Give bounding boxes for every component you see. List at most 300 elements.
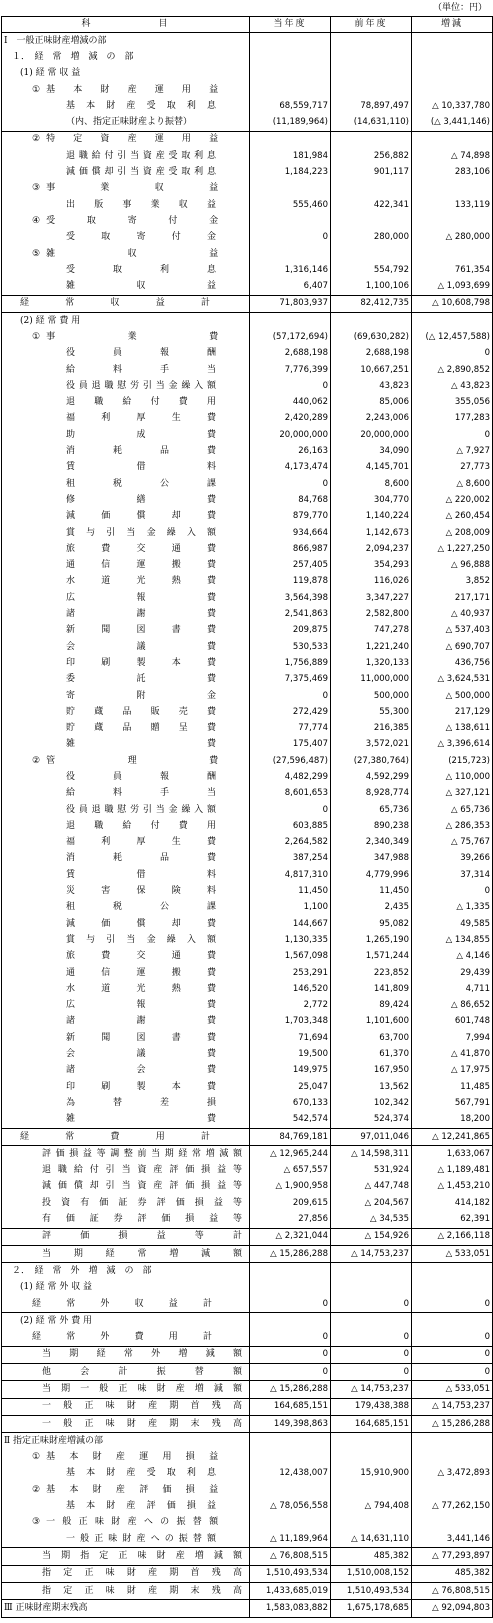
table-row xyxy=(2,114,493,131)
previous-year-value: 4,592,299 xyxy=(331,769,412,785)
previous-year-value: 1,320,133 xyxy=(331,655,412,671)
row-account-name: 新聞図書費 xyxy=(66,1032,216,1043)
row-label xyxy=(2,1346,250,1363)
table-row xyxy=(2,1582,493,1599)
previous-year-value: △ 14,631,110 xyxy=(331,1531,412,1548)
change-value: △ 134,855 xyxy=(412,932,493,948)
table-row xyxy=(2,606,493,622)
row-account-name: 給料手当 xyxy=(66,788,216,799)
previous-year-value: 102,342 xyxy=(331,1095,412,1111)
unit-note: （単位：円） xyxy=(432,3,487,13)
row-label xyxy=(2,1600,250,1617)
previous-year-value: 901,117 xyxy=(331,164,412,180)
row-label xyxy=(2,720,250,736)
current-year-value: 603,885 xyxy=(250,818,331,834)
change-value: △ 8,600 xyxy=(412,476,493,492)
change-value: △ 286,353 xyxy=(412,818,493,834)
current-year-value: (11,189,964) xyxy=(250,114,331,131)
row-account-name: 租税公課 xyxy=(66,478,216,489)
current-year-value: 670,133 xyxy=(250,1095,331,1111)
row-account-name: 水道光熱費 xyxy=(66,576,216,587)
table-row xyxy=(2,704,493,720)
current-year-value: 71,803,937 xyxy=(250,295,331,312)
row-label-text: ② xyxy=(32,134,41,145)
table-row xyxy=(2,688,493,704)
change-value: △ 220,002 xyxy=(412,492,493,508)
row-label xyxy=(2,1228,250,1245)
change-value: △ 96,888 xyxy=(412,558,493,574)
previous-year-value xyxy=(331,82,412,98)
row-label xyxy=(2,541,250,557)
row-account-name: 賃借料 xyxy=(66,462,216,473)
row-label xyxy=(2,164,250,180)
row-account-name: 賃借料 xyxy=(66,869,216,880)
change-value: 0 xyxy=(412,1296,493,1313)
table-row xyxy=(2,574,493,590)
change-value xyxy=(412,1450,493,1466)
row-label xyxy=(2,802,250,818)
table-row xyxy=(2,590,493,606)
row-account-name: 災害保険料 xyxy=(66,886,216,897)
row-account-name: 租税公課 xyxy=(66,902,216,913)
current-year-value: 1,130,335 xyxy=(250,932,331,948)
previous-year-value xyxy=(331,66,412,82)
table-row xyxy=(2,1364,493,1381)
current-year-value xyxy=(250,131,331,148)
change-value: △ 17,975 xyxy=(412,1063,493,1079)
row-label xyxy=(2,769,250,785)
current-year-value: 542,574 xyxy=(250,1112,331,1129)
change-value: (△ 3,441,146) xyxy=(412,114,493,131)
previous-year-value: (27,380,764) xyxy=(331,753,412,769)
row-label xyxy=(2,688,250,704)
previous-year-value: 1,510,008,152 xyxy=(331,1565,412,1582)
table-row xyxy=(2,246,493,262)
row-label xyxy=(2,1245,250,1262)
change-value: △ 1,227,250 xyxy=(412,541,493,557)
current-year-value: 12,438,007 xyxy=(250,1466,331,1482)
previous-year-value: 95,082 xyxy=(331,916,412,932)
current-year-value: 27,856 xyxy=(250,1211,331,1228)
previous-year-value: 2,688,198 xyxy=(331,346,412,362)
change-value: △ 43,823 xyxy=(412,378,493,394)
change-value: △ 75,767 xyxy=(412,835,493,851)
row-account-name: 雑費 xyxy=(66,739,216,750)
current-year-value xyxy=(250,213,331,229)
current-year-value: 68,559,717 xyxy=(250,98,331,114)
previous-year-value: 747,278 xyxy=(331,623,412,639)
row-account-name: 雑収益 xyxy=(66,281,216,292)
previous-year-value: 1,221,240 xyxy=(331,639,412,655)
current-year-value: 144,667 xyxy=(250,916,331,932)
change-value: △ 1,093,699 xyxy=(412,278,493,295)
table-row xyxy=(2,1128,493,1145)
row-label xyxy=(2,525,250,541)
table-row xyxy=(2,655,493,671)
table-row xyxy=(2,1228,493,1245)
change-value: 0 xyxy=(412,346,493,362)
row-label xyxy=(2,362,250,378)
previous-year-value: 500,000 xyxy=(331,688,412,704)
table-row xyxy=(2,981,493,997)
header-previous-year: 前年度 xyxy=(331,17,412,33)
current-year-value: 1,433,685,019 xyxy=(250,1582,331,1599)
table-row xyxy=(2,492,493,508)
table-row xyxy=(2,1433,493,1450)
row-label xyxy=(2,1263,250,1280)
current-year-value: 149,975 xyxy=(250,1063,331,1079)
change-value: 436,756 xyxy=(412,655,493,671)
current-year-value: 164,685,151 xyxy=(250,1398,331,1415)
previous-year-value: 82,412,735 xyxy=(331,295,412,312)
row-label xyxy=(2,704,250,720)
table-row xyxy=(2,476,493,492)
change-value: 11,485 xyxy=(412,1079,493,1095)
row-label xyxy=(2,655,250,671)
table-row xyxy=(2,1450,493,1466)
change-value: △ 12,241,865 xyxy=(412,1128,493,1145)
previous-year-value: 1,571,244 xyxy=(331,949,412,965)
table-row xyxy=(2,1112,493,1129)
row-account-name: 諸会費 xyxy=(66,1065,216,1076)
change-value: 1,633,067 xyxy=(412,1146,493,1163)
previous-year-value: 167,950 xyxy=(331,1063,412,1079)
previous-year-value: 223,852 xyxy=(331,965,412,981)
previous-year-value: 10,667,251 xyxy=(331,362,412,378)
row-account-name: 会議費 xyxy=(66,641,216,652)
change-value xyxy=(412,1280,493,1296)
row-account-name: 基本財産受取利息 xyxy=(66,100,216,111)
table-row xyxy=(2,1030,493,1046)
previous-year-value: 485,382 xyxy=(331,1548,412,1565)
row-label xyxy=(2,329,250,345)
current-year-value: △ 1,900,958 xyxy=(250,1179,331,1195)
row-label xyxy=(2,606,250,622)
current-year-value: 7,375,469 xyxy=(250,672,331,688)
change-value: △ 280,000 xyxy=(412,230,493,246)
current-year-value xyxy=(250,33,331,50)
previous-year-value: 15,910,900 xyxy=(331,1466,412,1482)
row-label-text: Ⅲ 正味財産期末残高 xyxy=(4,1602,88,1613)
table-row xyxy=(2,362,493,378)
change-value: △ 86,652 xyxy=(412,998,493,1014)
table-row xyxy=(2,1211,493,1228)
table-row xyxy=(2,525,493,541)
previous-year-value: 531,924 xyxy=(331,1162,412,1178)
current-year-value: 71,694 xyxy=(250,1030,331,1046)
change-value: △ 14,753,237 xyxy=(412,1398,493,1415)
row-label xyxy=(2,492,250,508)
row-label xyxy=(2,672,250,688)
table-row xyxy=(2,1565,493,1582)
row-account-name: 指定正味財産期首残高 xyxy=(42,1568,242,1579)
previous-year-value: 1,140,224 xyxy=(331,509,412,525)
row-label-text: Ⅱ 指定正味財産増減の部 xyxy=(4,1435,103,1446)
row-account-name: 貯蔵品贈呈費 xyxy=(66,723,216,734)
current-year-value: 2,420,289 xyxy=(250,411,331,427)
row-label xyxy=(2,66,250,82)
table-row xyxy=(2,164,493,180)
current-year-value: 146,520 xyxy=(250,981,331,997)
row-label xyxy=(2,33,250,50)
previous-year-value: 1,510,493,534 xyxy=(331,1582,412,1599)
table-row xyxy=(2,1263,493,1280)
row-account-name: 受取寄付金 xyxy=(46,215,219,226)
change-value: △ 77,262,150 xyxy=(412,1498,493,1514)
row-account-name: 賞与引当金繰入額 xyxy=(66,527,216,538)
current-year-value xyxy=(250,1433,331,1450)
row-label xyxy=(2,1014,250,1030)
change-value: △ 74,898 xyxy=(412,148,493,164)
row-account-name: 委託費 xyxy=(66,674,216,685)
row-account-name: 一般正味財産への振替額 xyxy=(46,1517,219,1528)
current-year-value: 2,264,582 xyxy=(250,835,331,851)
previous-year-value xyxy=(331,181,412,197)
change-value xyxy=(412,246,493,262)
current-year-value: 530,533 xyxy=(250,639,331,655)
table-row xyxy=(2,213,493,229)
table-row xyxy=(2,769,493,785)
table-row xyxy=(2,278,493,295)
row-account-name: 退職給付引当資産受取利息 xyxy=(66,150,216,161)
row-account-name: 経常外収益計 xyxy=(32,1298,212,1309)
row-label xyxy=(2,460,250,476)
header-item: 科 目 xyxy=(2,17,250,33)
previous-year-value: 20,000,000 xyxy=(331,427,412,443)
change-value: △ 92,094,803 xyxy=(412,1600,493,1617)
table-row xyxy=(2,131,493,148)
change-value: △ 76,808,515 xyxy=(412,1582,493,1599)
previous-year-value: 554,792 xyxy=(331,262,412,278)
current-year-value: 0 xyxy=(250,688,331,704)
row-label xyxy=(2,639,250,655)
current-year-value: △ 15,286,288 xyxy=(250,1381,331,1398)
table-row xyxy=(2,818,493,834)
row-label xyxy=(2,98,250,114)
table-row xyxy=(2,33,493,50)
previous-year-value xyxy=(331,1313,412,1330)
row-account-name: 印刷製本費 xyxy=(66,657,216,668)
row-account-name: 助成費 xyxy=(66,429,216,440)
row-account-name: 水道光熱費 xyxy=(66,983,216,994)
row-account-name: 広報費 xyxy=(66,1000,216,1011)
row-label xyxy=(2,1280,250,1296)
row-label-text: ① xyxy=(32,331,41,342)
row-label xyxy=(2,1296,250,1313)
net-assets-statement-table xyxy=(1,16,493,1618)
table-row xyxy=(2,181,493,197)
previous-year-value: 0 xyxy=(331,1346,412,1363)
row-label-text: ② xyxy=(32,1484,41,1495)
previous-year-value xyxy=(331,1450,412,1466)
row-label xyxy=(2,295,250,312)
previous-year-value xyxy=(331,213,412,229)
table-row xyxy=(2,737,493,753)
table-row xyxy=(2,1195,493,1211)
table-row xyxy=(2,883,493,899)
table-row xyxy=(2,949,493,965)
current-year-value: 1,703,348 xyxy=(250,1014,331,1030)
current-year-value xyxy=(250,66,331,82)
current-year-value: 3,564,398 xyxy=(250,590,331,606)
previous-year-value: 1,265,190 xyxy=(331,932,412,948)
change-value: 485,382 xyxy=(412,1565,493,1582)
change-value: 414,182 xyxy=(412,1195,493,1211)
change-value: △ 4,146 xyxy=(412,949,493,965)
table-row xyxy=(2,1296,493,1313)
current-year-value xyxy=(250,181,331,197)
table-row xyxy=(2,49,493,65)
previous-year-value: 2,094,237 xyxy=(331,541,412,557)
table-row xyxy=(2,1548,493,1565)
previous-year-value: 3,572,021 xyxy=(331,737,412,753)
change-value: 27,773 xyxy=(412,460,493,476)
change-value: △ 40,937 xyxy=(412,606,493,622)
table-row xyxy=(2,851,493,867)
row-account-name: 経常費用計 xyxy=(20,1131,210,1142)
previous-year-value xyxy=(331,313,412,330)
row-account-name: 通信運搬費 xyxy=(66,967,216,978)
previous-year-value: 0 xyxy=(331,1364,412,1381)
previous-year-value xyxy=(331,1263,412,1280)
current-year-value: 879,770 xyxy=(250,509,331,525)
row-label xyxy=(2,1079,250,1095)
table-row xyxy=(2,965,493,981)
table-row xyxy=(2,672,493,688)
previous-year-value: △ 14,753,237 xyxy=(331,1245,412,1262)
table-row xyxy=(2,148,493,164)
change-value xyxy=(412,213,493,229)
row-label xyxy=(2,49,250,65)
row-account-name: 修繕費 xyxy=(66,494,216,505)
row-account-name: 退職給付費用 xyxy=(66,397,216,408)
row-account-name: 退職給付費用 xyxy=(66,820,216,831)
previous-year-value: 347,988 xyxy=(331,851,412,867)
current-year-value: 2,541,863 xyxy=(250,606,331,622)
previous-year-value: 2,582,800 xyxy=(331,606,412,622)
change-value xyxy=(412,1515,493,1531)
row-label xyxy=(2,737,250,753)
current-year-value: 20,000,000 xyxy=(250,427,331,443)
header-row xyxy=(2,17,493,33)
row-label xyxy=(2,900,250,916)
current-year-value: 25,047 xyxy=(250,1079,331,1095)
change-value: △ 327,121 xyxy=(412,786,493,802)
current-year-value: 181,984 xyxy=(250,148,331,164)
row-account-name: 会議費 xyxy=(66,1049,216,1060)
row-label xyxy=(2,1398,250,1415)
row-account-name: 経常外費用計 xyxy=(32,1332,212,1343)
row-label-text: ① xyxy=(32,84,41,95)
previous-year-value: 43,823 xyxy=(331,378,412,394)
previous-year-value: △ 204,567 xyxy=(331,1195,412,1211)
row-label xyxy=(2,1381,250,1398)
current-year-value: (27,596,487) xyxy=(250,753,331,769)
current-year-value: 84,768 xyxy=(250,492,331,508)
previous-year-value: 89,424 xyxy=(331,998,412,1014)
current-year-value xyxy=(250,1482,331,1498)
table-row xyxy=(2,541,493,557)
previous-year-value: 280,000 xyxy=(331,230,412,246)
previous-year-value: 55,300 xyxy=(331,704,412,720)
row-account-name: 当期一般正味財産増減額 xyxy=(42,1383,242,1394)
row-label xyxy=(2,1364,250,1381)
row-label xyxy=(2,1531,250,1548)
row-account-name: 福利厚生費 xyxy=(66,837,216,848)
row-account-name: 諸謝費 xyxy=(66,609,216,620)
row-label xyxy=(2,1128,250,1145)
row-account-name: 基本財産評価損益 xyxy=(66,1501,216,1512)
row-account-name: 事業収益 xyxy=(46,183,219,194)
current-year-value: 1,184,223 xyxy=(250,164,331,180)
change-value xyxy=(412,313,493,330)
row-label xyxy=(2,1415,250,1432)
change-value: △ 1,453,210 xyxy=(412,1179,493,1195)
previous-year-value: 2,435 xyxy=(331,900,412,916)
row-label xyxy=(2,148,250,164)
row-account-name: 基本財産評価損益 xyxy=(46,1484,219,1495)
change-value: △ 41,870 xyxy=(412,1046,493,1062)
current-year-value: △ 12,965,244 xyxy=(250,1146,331,1163)
current-year-value: △ 78,056,558 xyxy=(250,1498,331,1514)
previous-year-value xyxy=(331,131,412,148)
previous-year-value: △ 154,926 xyxy=(331,1228,412,1245)
change-value: 18,200 xyxy=(412,1112,493,1129)
table-row xyxy=(2,230,493,246)
row-account-name: 減価償却引当資産評価損益等 xyxy=(42,1181,242,1192)
row-label xyxy=(2,558,250,574)
previous-year-value: 2,340,349 xyxy=(331,835,412,851)
row-account-name: 新聞図書費 xyxy=(66,625,216,636)
table-row xyxy=(2,867,493,883)
current-year-value: 119,878 xyxy=(250,574,331,590)
row-account-name: 旅費交通費 xyxy=(66,543,216,554)
table-row xyxy=(2,1063,493,1079)
row-label xyxy=(2,590,250,606)
row-account-name: 為替差損 xyxy=(66,1097,216,1108)
change-value: 601,748 xyxy=(412,1014,493,1030)
row-label xyxy=(2,1582,250,1599)
previous-year-value xyxy=(331,246,412,262)
previous-year-value xyxy=(331,1280,412,1296)
row-account-name: 減価償却費 xyxy=(66,511,216,522)
row-label xyxy=(2,346,250,362)
table-row xyxy=(2,1179,493,1195)
current-year-value: 4,482,299 xyxy=(250,769,331,785)
row-label xyxy=(2,1179,250,1195)
change-value: (215,723) xyxy=(412,753,493,769)
current-year-value xyxy=(250,82,331,98)
row-label xyxy=(2,1515,250,1531)
table-row xyxy=(2,1415,493,1432)
row-label xyxy=(2,981,250,997)
table-row xyxy=(2,1600,493,1617)
current-year-value xyxy=(250,1263,331,1280)
change-value: △ 1,335 xyxy=(412,900,493,916)
change-value: 49,585 xyxy=(412,916,493,932)
table-row xyxy=(2,443,493,459)
row-label-text: ２． 経 常 外 増 減 の 部 xyxy=(12,1265,152,1276)
current-year-value: 0 xyxy=(250,802,331,818)
previous-year-value: 422,341 xyxy=(331,197,412,213)
row-account-name: 事業費 xyxy=(46,331,219,342)
current-year-value: 0 xyxy=(250,1296,331,1313)
row-label-text: (2) 経 常 費 用 xyxy=(20,315,81,326)
row-label xyxy=(2,753,250,769)
row-account-name: 福利厚生費 xyxy=(66,413,216,424)
current-year-value: 440,062 xyxy=(250,395,331,411)
previous-year-value: 890,238 xyxy=(331,818,412,834)
